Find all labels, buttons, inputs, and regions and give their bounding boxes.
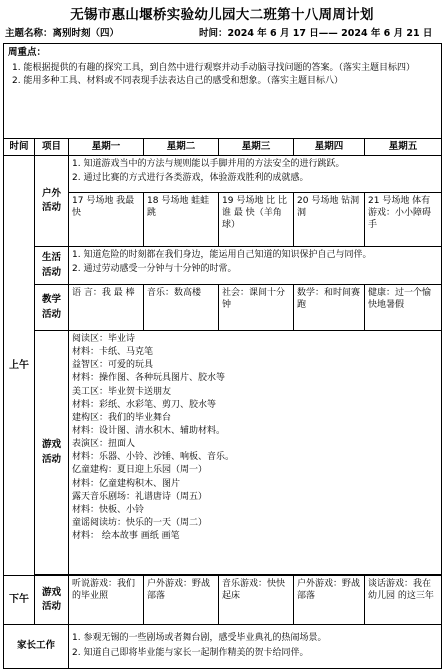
game-line: 材料：快板、小铃 bbox=[72, 504, 145, 515]
family-items bbox=[69, 625, 442, 669]
outdoor-monday: 17 号场地 我最快 bbox=[69, 193, 144, 247]
plan-meta bbox=[3, 27, 441, 43]
outdoor-goal: 2. 通过比赛的方式进行各类游戏，体验游戏胜利的成就感。 bbox=[72, 173, 309, 184]
afternoon-monday: 听说游戏：我们的毕业照 bbox=[69, 576, 144, 625]
header-day: 星期二 bbox=[144, 139, 219, 156]
game-line: 益智区：可爱的玩具 bbox=[72, 360, 154, 371]
outdoor-goals bbox=[69, 156, 442, 193]
game-line: 阅读区：毕业诗 bbox=[72, 334, 136, 344]
life-items bbox=[69, 247, 442, 285]
header-time: 时间 bbox=[4, 139, 35, 156]
page-title: 无锡市惠山堰桥实验幼儿园大二班第十八周周计划 bbox=[70, 7, 374, 23]
header-item: 项目 bbox=[35, 139, 69, 156]
game-line: 建构区：我们的毕业舞台 bbox=[72, 412, 172, 423]
theme-name: 主题名称：离别时刻（四） bbox=[5, 28, 120, 39]
category-teaching: 教学活动 bbox=[35, 285, 69, 331]
weekly-focus bbox=[4, 44, 442, 139]
period-afternoon: 下午 bbox=[4, 576, 35, 625]
category-life: 生活活动 bbox=[35, 247, 69, 285]
game-line: 美工区：毕业贺卡送朋友 bbox=[72, 386, 172, 397]
afternoon-thursday: 户外游戏：野战部落 bbox=[294, 576, 365, 625]
game-line: 露天音乐剧场：礼谱唐诗（周五） bbox=[72, 491, 208, 502]
period-morning: 上午 bbox=[4, 156, 35, 576]
header-day: 星期三 bbox=[219, 139, 294, 156]
afternoon-tuesday: 户外游戏：野战部落 bbox=[144, 576, 219, 625]
weekly-plan-page bbox=[3, 3, 441, 669]
outdoor-thursday: 20 号场地 钻洞洞 bbox=[294, 193, 365, 247]
plan-table bbox=[3, 43, 442, 669]
family-item: 1. 参观无锡的一些剧场或者舞台剧，感受毕业典礼的热闹场景。 bbox=[72, 633, 327, 644]
header-day: 星期五 bbox=[365, 139, 442, 156]
game-line: 表演区：扭面人 bbox=[72, 439, 136, 450]
outdoor-friday: 21 号场地 体有游戏：小小障碍手 bbox=[365, 193, 442, 247]
header-day: 星期四 bbox=[294, 139, 365, 156]
header-day: 星期一 bbox=[69, 139, 144, 156]
game-line: 材料：操作图、各种玩具图片、胶水等 bbox=[72, 373, 226, 384]
game-line: 材料：亿童建构积木、图片 bbox=[72, 478, 181, 489]
focus-item: 1. 能根据提供的有趣的探究工具，到自然中进行观察并动手动脑寻找问题的答案。（落实主题目标四） bbox=[12, 62, 415, 73]
outdoor-tuesday: 18 号场地 蛙蛙跳 bbox=[144, 193, 219, 247]
outdoor-goal: 1. 知道游戏当中的方法与规则能以手脚并用的方法安全的进行跳跃。 bbox=[72, 159, 345, 169]
category-family: 家长工作 bbox=[4, 625, 69, 669]
game-line: 材料：彩纸、水彩笔、剪刀、胶水等 bbox=[72, 399, 217, 410]
life-item: 1. 知道危险的时刻都在我们身边，能运用自己知道的知识保护自己与同伴。 bbox=[72, 250, 372, 260]
game-line: 亿童建构：夏日迎上乐园（周一） bbox=[72, 465, 208, 476]
teaching-monday: 语 言：我 最 棒 bbox=[69, 285, 144, 331]
game-line: 材料：卡纸、马克笔 bbox=[72, 347, 154, 358]
focus-heading: 周重点： bbox=[8, 47, 47, 58]
family-item: 2. 知道自己即将毕业能与家长一起制作精美的贺卡给同伴。 bbox=[72, 647, 309, 658]
game-line: 童谣阅读坊：快乐的一天（周二） bbox=[72, 517, 208, 528]
focus-item: 2. 能用多种工具、材料或不同表现手法表达自己的感受和想象。（落实主题目标八） bbox=[12, 75, 343, 86]
game-areas bbox=[69, 331, 442, 575]
afternoon-friday: 谈话游戏：我在 幼儿园 的这三年 bbox=[365, 576, 442, 625]
date-range: 时间：2024 年 6 月 17 日—— 2024 年 6 月 21 日 bbox=[199, 28, 433, 39]
game-line: 材料： 绘本故事 画纸 画笔 bbox=[72, 531, 180, 542]
category-afternoon-games: 游戏活动 bbox=[35, 576, 69, 625]
teaching-thursday: 数学：和时间赛跑 bbox=[294, 285, 365, 331]
category-outdoor: 户外活动 bbox=[35, 156, 69, 247]
game-line: 材料：设计图、清水积木、辅助材料。 bbox=[72, 425, 226, 436]
game-line: 材料：乐器、小铃、沙锤、响板、音乐。 bbox=[72, 452, 235, 463]
afternoon-wednesday: 音乐游戏：快快起床 bbox=[219, 576, 294, 625]
outdoor-wednesday: 19 号场地 比 比 谁 最 快（羊角球） bbox=[219, 193, 294, 247]
teaching-tuesday: 音乐：数高楼 bbox=[144, 285, 219, 331]
category-games: 游戏活动 bbox=[35, 331, 69, 575]
header-row bbox=[4, 139, 442, 156]
teaching-wednesday: 社会：课间十分钟 bbox=[219, 285, 294, 331]
teaching-friday: 健康：过一个愉快地暑假 bbox=[365, 285, 442, 331]
life-item: 2. 通过劳动感受一分钟与十分钟的时常。 bbox=[72, 264, 237, 275]
